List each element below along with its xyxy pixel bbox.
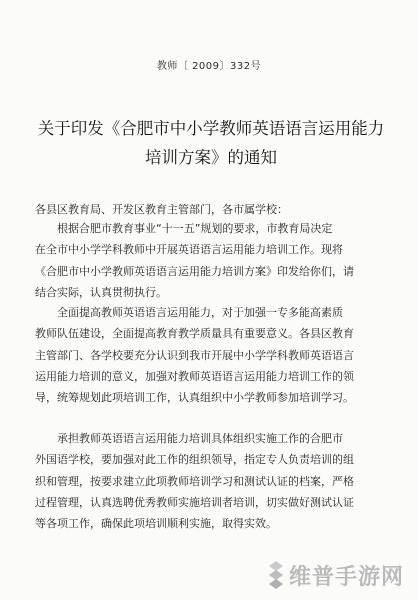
watermark-text: 维普手游网 <box>288 564 404 590</box>
paragraph-line: 过程管理，认真选聘优秀教师实施培训者培训，切实做好测试认证 <box>35 495 354 509</box>
paragraph-line: 承担教师英语语言运用能力培训具体组织实施工作的合肥市 <box>57 432 343 445</box>
watermark <box>267 558 404 592</box>
paragraph-line: 运用能力培训的意义，加强对教师英语语言运用能力培训工作的领 <box>35 369 354 383</box>
paragraph-line: 主管部门、各学校要充分认识到我市开展中小学学科教师英语语言 <box>35 348 354 362</box>
document-number: 教师〔 2009〕332号 <box>156 61 262 72</box>
paragraph-line: 根据合肥市教育事业“十一五”规划的要求，市教育局决定 <box>57 222 333 235</box>
title-line-1: 关于印发《合肥市中小学教师英语语言运用能力 <box>37 119 385 138</box>
paragraph-3 <box>35 428 385 534</box>
paragraph-line: 织和管理，按要求建立此项教师培训学习和测试认证的档案，严格 <box>35 474 354 488</box>
paragraph-line: 外国语学校，要加强对此工作的组织领导，指定专人负责培训的组 <box>35 453 354 467</box>
paragraph-2 <box>35 302 385 408</box>
document-title <box>36 114 386 172</box>
title-line-2: 培训方案》的通知 <box>145 148 277 167</box>
paragraph-line: 等各项工作，确保此项培训顺利实施，取得实效。 <box>35 517 277 531</box>
paragraph-line: 结合实际，认真贯彻执行。 <box>35 285 167 299</box>
watermark-logo-icon <box>267 560 285 590</box>
paragraph-line: 全面提高教师英语语言运用能力，对于加强一专多能高素质 <box>57 306 343 319</box>
paragraph-line: 在全市中小学学科教师中开展英语语言运用能力培训工作。现将 <box>35 243 343 257</box>
paragraph-line: 《合肥市中小学教师英语语言运用能力培训方案》印发给你们，请 <box>35 264 354 278</box>
paragraph-1 <box>35 218 385 303</box>
paragraph-line: 教师队伍建设，全面提高教育教学质量具有重要意义。各县区教育 <box>35 327 354 341</box>
paragraph-line: 导，统筹规划此项培训工作，认真组织中小学教师参加培训学习。 <box>35 391 354 405</box>
salutation: 各县区教育局、开发区教育主管部门，各市属学校： <box>35 203 288 216</box>
